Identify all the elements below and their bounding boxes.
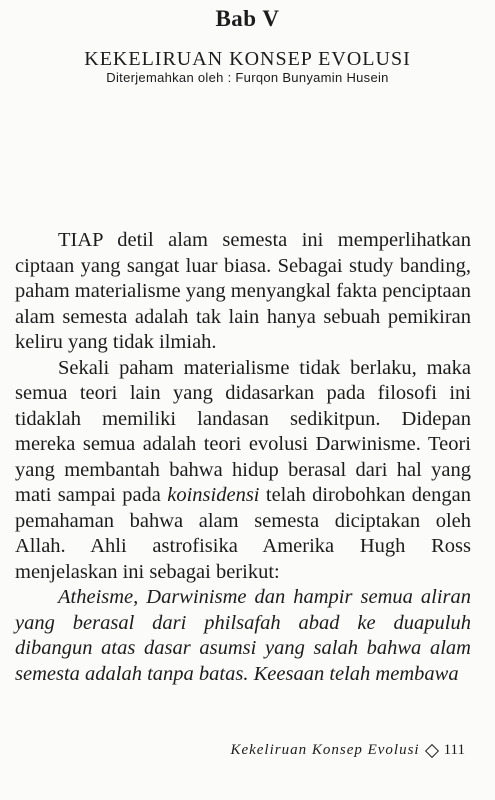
page-number: 111	[443, 742, 465, 758]
page-footer	[230, 742, 465, 759]
paragraph-2-italic-term: koinsidensi	[167, 484, 260, 506]
running-title: Kekeliruan Konsep Evolusi	[230, 742, 420, 758]
translator-credit: Diterjemahkan oleh : Furqon Bunyamin Husein	[106, 70, 389, 85]
chapter-title: KEKELIRUAN KONSEP EVOLUSI	[84, 48, 411, 70]
paragraph-2-part-b: telah dirobohkan dengan pemahaman bahwa alam semesta diciptakan oleh Allah. Ahli astrofisika Amerika Hugh Ross menjelaskan ini sebagai berikut:	[15, 484, 471, 583]
body-text	[15, 228, 471, 687]
quote-paragraph: Atheisme, Darwinisme dan hampir semua aliran yang berasal dari philsafah abad ke duapuluh dibangun atas dasar asumsi yang salah bahwa alam semesta adalah tanpa batas. Keesaan telah membawa	[15, 586, 471, 685]
paragraph-1: TIAP detil alam semesta ini memperlihatkan ciptaan yang sangat luar biasa. Sebagai study banding, paham materialisme yang menyangkal fakta penciptaan alam semesta adalah tak lain hanya sebuah pemikiran keliru yang tidak ilmiah.	[15, 229, 471, 353]
diamond-icon	[425, 743, 439, 757]
paragraph-2-part-a: Sekali paham materialisme tidak berlaku, maka semua teori lain yang didasarkan pada filosofi ini tidaklah memiliki landasan sedikitpun. Didepan mereka semua adalah teori evolusi Darwinisme. Teori yang membantah bahwa hidup berasal dari hal yang mati sampai pada	[15, 356, 471, 506]
chapter-heading: Bab V	[215, 6, 280, 31]
paragraph-2	[15, 356, 471, 586]
